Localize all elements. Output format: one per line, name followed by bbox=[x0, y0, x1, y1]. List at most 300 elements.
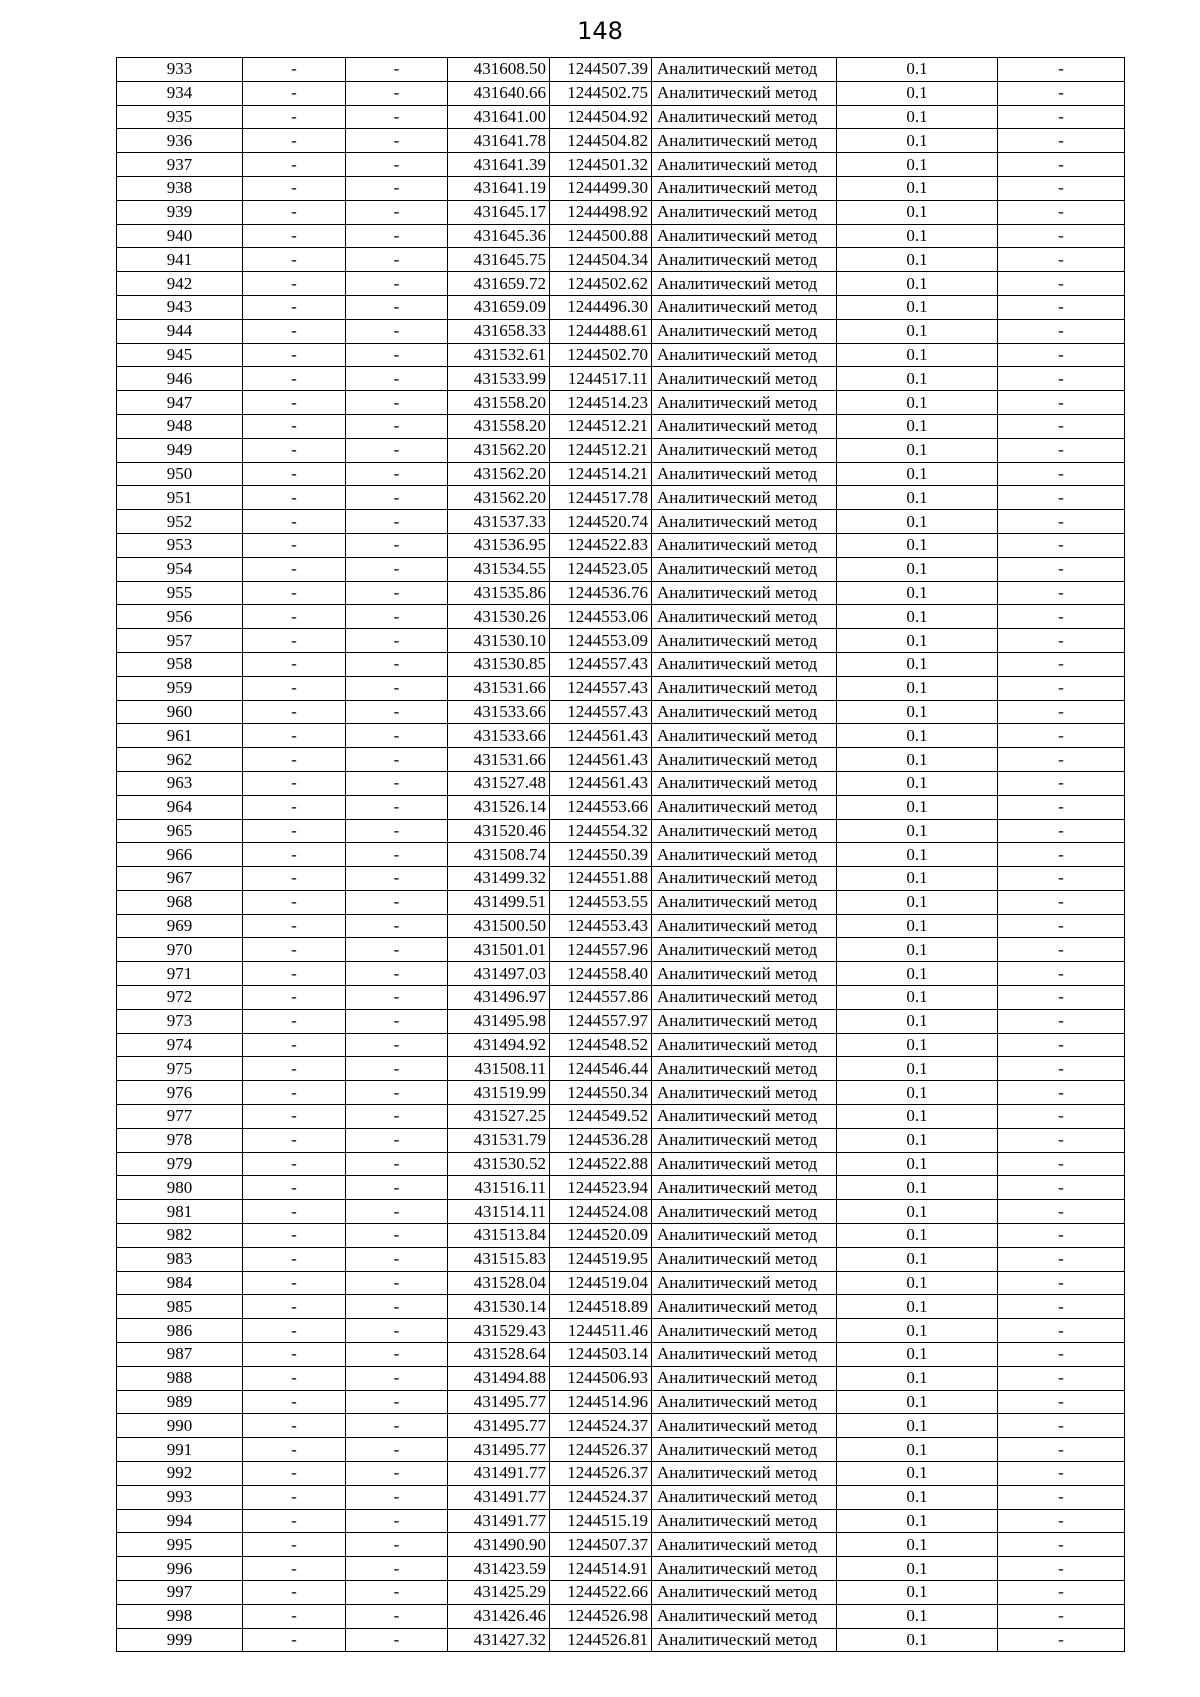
dash-cell: - bbox=[243, 58, 346, 82]
point-number-cell: 996 bbox=[117, 1557, 243, 1581]
dash-cell: - bbox=[243, 1247, 346, 1271]
accuracy-cell: 0.1 bbox=[837, 1319, 998, 1343]
y-coordinate-cell: 1244523.94 bbox=[550, 1176, 652, 1200]
point-number-cell: 941 bbox=[117, 248, 243, 272]
dash-cell: - bbox=[998, 1581, 1125, 1605]
y-coordinate-cell: 1244558.40 bbox=[550, 962, 652, 986]
method-cell: Аналитический метод bbox=[652, 914, 837, 938]
table-row bbox=[117, 1438, 1125, 1462]
method-cell: Аналитический метод bbox=[652, 1033, 837, 1057]
dash-cell: - bbox=[998, 414, 1125, 438]
dash-cell: - bbox=[346, 1414, 448, 1438]
dash-cell: - bbox=[346, 676, 448, 700]
dash-cell: - bbox=[998, 438, 1125, 462]
dash-cell: - bbox=[243, 1343, 346, 1367]
accuracy-cell: 0.1 bbox=[837, 700, 998, 724]
method-cell: Аналитический метод bbox=[652, 1414, 837, 1438]
method-cell: Аналитический метод bbox=[652, 414, 837, 438]
x-coordinate-cell: 431423.59 bbox=[448, 1557, 550, 1581]
x-coordinate-cell: 431495.77 bbox=[448, 1438, 550, 1462]
dash-cell: - bbox=[243, 391, 346, 415]
dash-cell: - bbox=[998, 1557, 1125, 1581]
x-coordinate-cell: 431530.85 bbox=[448, 652, 550, 676]
accuracy-cell: 0.1 bbox=[837, 1604, 998, 1628]
y-coordinate-cell: 1244504.82 bbox=[550, 129, 652, 153]
table-row bbox=[117, 771, 1125, 795]
point-number-cell: 934 bbox=[117, 81, 243, 105]
y-coordinate-cell: 1244499.30 bbox=[550, 176, 652, 200]
dash-cell: - bbox=[243, 1295, 346, 1319]
dash-cell: - bbox=[243, 1152, 346, 1176]
dash-cell: - bbox=[243, 938, 346, 962]
dash-cell: - bbox=[998, 890, 1125, 914]
y-coordinate-cell: 1244517.11 bbox=[550, 367, 652, 391]
accuracy-cell: 0.1 bbox=[837, 1581, 998, 1605]
point-number-cell: 966 bbox=[117, 843, 243, 867]
method-cell: Аналитический метод bbox=[652, 1295, 837, 1319]
method-cell: Аналитический метод bbox=[652, 153, 837, 177]
y-coordinate-cell: 1244504.34 bbox=[550, 248, 652, 272]
dash-cell: - bbox=[346, 462, 448, 486]
accuracy-cell: 0.1 bbox=[837, 367, 998, 391]
x-coordinate-cell: 431501.01 bbox=[448, 938, 550, 962]
dash-cell: - bbox=[346, 510, 448, 534]
point-number-cell: 942 bbox=[117, 272, 243, 296]
dash-cell: - bbox=[998, 1438, 1125, 1462]
dash-cell: - bbox=[243, 700, 346, 724]
y-coordinate-cell: 1244553.55 bbox=[550, 890, 652, 914]
table-row bbox=[117, 1081, 1125, 1105]
dash-cell: - bbox=[243, 343, 346, 367]
method-cell: Аналитический метод bbox=[652, 1152, 837, 1176]
x-coordinate-cell: 431500.50 bbox=[448, 914, 550, 938]
table-row bbox=[117, 414, 1125, 438]
dash-cell: - bbox=[998, 486, 1125, 510]
point-number-cell: 979 bbox=[117, 1152, 243, 1176]
dash-cell: - bbox=[998, 58, 1125, 82]
dash-cell: - bbox=[346, 1319, 448, 1343]
x-coordinate-cell: 431497.03 bbox=[448, 962, 550, 986]
method-cell: Аналитический метод bbox=[652, 986, 837, 1010]
x-coordinate-cell: 431425.29 bbox=[448, 1581, 550, 1605]
method-cell: Аналитический метод bbox=[652, 748, 837, 772]
point-number-cell: 950 bbox=[117, 462, 243, 486]
accuracy-cell: 0.1 bbox=[837, 1009, 998, 1033]
point-number-cell: 961 bbox=[117, 724, 243, 748]
point-number-cell: 972 bbox=[117, 986, 243, 1010]
table-row bbox=[117, 1200, 1125, 1224]
y-coordinate-cell: 1244501.32 bbox=[550, 153, 652, 177]
x-coordinate-cell: 431520.46 bbox=[448, 819, 550, 843]
table-row bbox=[117, 629, 1125, 653]
y-coordinate-cell: 1244507.37 bbox=[550, 1533, 652, 1557]
dash-cell: - bbox=[243, 248, 346, 272]
dash-cell: - bbox=[243, 724, 346, 748]
y-coordinate-cell: 1244518.89 bbox=[550, 1295, 652, 1319]
y-coordinate-cell: 1244496.30 bbox=[550, 295, 652, 319]
dash-cell: - bbox=[346, 1462, 448, 1486]
x-coordinate-cell: 431508.11 bbox=[448, 1057, 550, 1081]
dash-cell: - bbox=[998, 81, 1125, 105]
y-coordinate-cell: 1244520.74 bbox=[550, 510, 652, 534]
accuracy-cell: 0.1 bbox=[837, 1105, 998, 1129]
method-cell: Аналитический метод bbox=[652, 1105, 837, 1129]
dash-cell: - bbox=[243, 81, 346, 105]
table-row bbox=[117, 486, 1125, 510]
dash-cell: - bbox=[243, 605, 346, 629]
x-coordinate-cell: 431562.20 bbox=[448, 462, 550, 486]
dash-cell: - bbox=[346, 200, 448, 224]
dash-cell: - bbox=[346, 1366, 448, 1390]
dash-cell: - bbox=[998, 748, 1125, 772]
dash-cell: - bbox=[243, 1200, 346, 1224]
method-cell: Аналитический метод bbox=[652, 1319, 837, 1343]
dash-cell: - bbox=[998, 1485, 1125, 1509]
point-number-cell: 976 bbox=[117, 1081, 243, 1105]
dash-cell: - bbox=[243, 1581, 346, 1605]
method-cell: Аналитический метод bbox=[652, 533, 837, 557]
method-cell: Аналитический метод bbox=[652, 700, 837, 724]
point-number-cell: 933 bbox=[117, 58, 243, 82]
method-cell: Аналитический метод bbox=[652, 1509, 837, 1533]
accuracy-cell: 0.1 bbox=[837, 1224, 998, 1248]
method-cell: Аналитический метод bbox=[652, 391, 837, 415]
y-coordinate-cell: 1244522.66 bbox=[550, 1581, 652, 1605]
point-number-cell: 948 bbox=[117, 414, 243, 438]
y-coordinate-cell: 1244536.76 bbox=[550, 581, 652, 605]
x-coordinate-cell: 431499.51 bbox=[448, 890, 550, 914]
y-coordinate-cell: 1244511.46 bbox=[550, 1319, 652, 1343]
y-coordinate-cell: 1244520.09 bbox=[550, 1224, 652, 1248]
y-coordinate-cell: 1244498.92 bbox=[550, 200, 652, 224]
x-coordinate-cell: 431495.77 bbox=[448, 1390, 550, 1414]
point-number-cell: 949 bbox=[117, 438, 243, 462]
accuracy-cell: 0.1 bbox=[837, 1366, 998, 1390]
y-coordinate-cell: 1244553.09 bbox=[550, 629, 652, 653]
y-coordinate-cell: 1244512.21 bbox=[550, 414, 652, 438]
method-cell: Аналитический метод bbox=[652, 200, 837, 224]
accuracy-cell: 0.1 bbox=[837, 1462, 998, 1486]
dash-cell: - bbox=[243, 1485, 346, 1509]
y-coordinate-cell: 1244514.96 bbox=[550, 1390, 652, 1414]
y-coordinate-cell: 1244515.19 bbox=[550, 1509, 652, 1533]
x-coordinate-cell: 431535.86 bbox=[448, 581, 550, 605]
dash-cell: - bbox=[998, 938, 1125, 962]
dash-cell: - bbox=[998, 1200, 1125, 1224]
dash-cell: - bbox=[998, 343, 1125, 367]
y-coordinate-cell: 1244526.81 bbox=[550, 1628, 652, 1652]
table-row bbox=[117, 962, 1125, 986]
method-cell: Аналитический метод bbox=[652, 1271, 837, 1295]
dash-cell: - bbox=[243, 1319, 346, 1343]
accuracy-cell: 0.1 bbox=[837, 676, 998, 700]
y-coordinate-cell: 1244561.43 bbox=[550, 724, 652, 748]
x-coordinate-cell: 431494.88 bbox=[448, 1366, 550, 1390]
table-row bbox=[117, 1414, 1125, 1438]
y-coordinate-cell: 1244506.93 bbox=[550, 1366, 652, 1390]
dash-cell: - bbox=[243, 510, 346, 534]
accuracy-cell: 0.1 bbox=[837, 724, 998, 748]
y-coordinate-cell: 1244512.21 bbox=[550, 438, 652, 462]
table-row bbox=[117, 319, 1125, 343]
table-row bbox=[117, 795, 1125, 819]
table-row bbox=[117, 1557, 1125, 1581]
y-coordinate-cell: 1244557.96 bbox=[550, 938, 652, 962]
method-cell: Аналитический метод bbox=[652, 224, 837, 248]
dash-cell: - bbox=[243, 1509, 346, 1533]
table-row bbox=[117, 1247, 1125, 1271]
x-coordinate-cell: 431514.11 bbox=[448, 1200, 550, 1224]
method-cell: Аналитический метод bbox=[652, 1604, 837, 1628]
point-number-cell: 959 bbox=[117, 676, 243, 700]
point-number-cell: 969 bbox=[117, 914, 243, 938]
point-number-cell: 978 bbox=[117, 1128, 243, 1152]
dash-cell: - bbox=[998, 1033, 1125, 1057]
dash-cell: - bbox=[346, 1295, 448, 1319]
dash-cell: - bbox=[346, 1128, 448, 1152]
dash-cell: - bbox=[346, 81, 448, 105]
dash-cell: - bbox=[998, 1462, 1125, 1486]
method-cell: Аналитический метод bbox=[652, 486, 837, 510]
x-coordinate-cell: 431495.77 bbox=[448, 1414, 550, 1438]
point-number-cell: 937 bbox=[117, 153, 243, 177]
table-row bbox=[117, 843, 1125, 867]
x-coordinate-cell: 431658.33 bbox=[448, 319, 550, 343]
dash-cell: - bbox=[346, 105, 448, 129]
y-coordinate-cell: 1244500.88 bbox=[550, 224, 652, 248]
dash-cell: - bbox=[243, 1105, 346, 1129]
dash-cell: - bbox=[243, 1533, 346, 1557]
dash-cell: - bbox=[346, 533, 448, 557]
point-number-cell: 992 bbox=[117, 1462, 243, 1486]
dash-cell: - bbox=[243, 153, 346, 177]
accuracy-cell: 0.1 bbox=[837, 1200, 998, 1224]
point-number-cell: 986 bbox=[117, 1319, 243, 1343]
point-number-cell: 957 bbox=[117, 629, 243, 653]
accuracy-cell: 0.1 bbox=[837, 819, 998, 843]
point-number-cell: 940 bbox=[117, 224, 243, 248]
dash-cell: - bbox=[346, 581, 448, 605]
dash-cell: - bbox=[243, 176, 346, 200]
dash-cell: - bbox=[346, 557, 448, 581]
x-coordinate-cell: 431519.99 bbox=[448, 1081, 550, 1105]
method-cell: Аналитический метод bbox=[652, 295, 837, 319]
dash-cell: - bbox=[998, 700, 1125, 724]
point-number-cell: 945 bbox=[117, 343, 243, 367]
dash-cell: - bbox=[346, 1485, 448, 1509]
x-coordinate-cell: 431508.74 bbox=[448, 843, 550, 867]
point-number-cell: 954 bbox=[117, 557, 243, 581]
dash-cell: - bbox=[243, 1271, 346, 1295]
table-row bbox=[117, 367, 1125, 391]
dash-cell: - bbox=[346, 1057, 448, 1081]
dash-cell: - bbox=[998, 819, 1125, 843]
table-row bbox=[117, 1628, 1125, 1652]
y-coordinate-cell: 1244524.37 bbox=[550, 1414, 652, 1438]
dash-cell: - bbox=[998, 1414, 1125, 1438]
y-coordinate-cell: 1244553.43 bbox=[550, 914, 652, 938]
table-row bbox=[117, 1485, 1125, 1509]
table-row bbox=[117, 1152, 1125, 1176]
point-number-cell: 973 bbox=[117, 1009, 243, 1033]
dash-cell: - bbox=[243, 105, 346, 129]
dash-cell: - bbox=[998, 1081, 1125, 1105]
x-coordinate-cell: 431641.78 bbox=[448, 129, 550, 153]
table-row bbox=[117, 295, 1125, 319]
accuracy-cell: 0.1 bbox=[837, 1390, 998, 1414]
x-coordinate-cell: 431491.77 bbox=[448, 1485, 550, 1509]
x-coordinate-cell: 431529.43 bbox=[448, 1319, 550, 1343]
accuracy-cell: 0.1 bbox=[837, 843, 998, 867]
accuracy-cell: 0.1 bbox=[837, 795, 998, 819]
table-row bbox=[117, 1366, 1125, 1390]
method-cell: Аналитический метод bbox=[652, 1081, 837, 1105]
y-coordinate-cell: 1244526.98 bbox=[550, 1604, 652, 1628]
table-row bbox=[117, 724, 1125, 748]
method-cell: Аналитический метод bbox=[652, 1485, 837, 1509]
method-cell: Аналитический метод bbox=[652, 438, 837, 462]
dash-cell: - bbox=[346, 1033, 448, 1057]
point-number-cell: 936 bbox=[117, 129, 243, 153]
dash-cell: - bbox=[243, 986, 346, 1010]
point-number-cell: 989 bbox=[117, 1390, 243, 1414]
dash-cell: - bbox=[346, 652, 448, 676]
x-coordinate-cell: 431513.84 bbox=[448, 1224, 550, 1248]
x-coordinate-cell: 431530.26 bbox=[448, 605, 550, 629]
x-coordinate-cell: 431496.97 bbox=[448, 986, 550, 1010]
accuracy-cell: 0.1 bbox=[837, 914, 998, 938]
y-coordinate-cell: 1244557.43 bbox=[550, 676, 652, 700]
dash-cell: - bbox=[243, 581, 346, 605]
x-coordinate-cell: 431640.66 bbox=[448, 81, 550, 105]
y-coordinate-cell: 1244557.86 bbox=[550, 986, 652, 1010]
dash-cell: - bbox=[243, 1414, 346, 1438]
accuracy-cell: 0.1 bbox=[837, 1033, 998, 1057]
x-coordinate-cell: 431526.14 bbox=[448, 795, 550, 819]
point-number-cell: 994 bbox=[117, 1509, 243, 1533]
point-number-cell: 975 bbox=[117, 1057, 243, 1081]
dash-cell: - bbox=[346, 1581, 448, 1605]
dash-cell: - bbox=[998, 248, 1125, 272]
point-number-cell: 958 bbox=[117, 652, 243, 676]
point-number-cell: 960 bbox=[117, 700, 243, 724]
dash-cell: - bbox=[346, 700, 448, 724]
x-coordinate-cell: 431527.25 bbox=[448, 1105, 550, 1129]
table-row bbox=[117, 510, 1125, 534]
method-cell: Аналитический метод bbox=[652, 367, 837, 391]
dash-cell: - bbox=[998, 1295, 1125, 1319]
method-cell: Аналитический метод bbox=[652, 1200, 837, 1224]
y-coordinate-cell: 1244561.43 bbox=[550, 771, 652, 795]
point-number-cell: 951 bbox=[117, 486, 243, 510]
y-coordinate-cell: 1244504.92 bbox=[550, 105, 652, 129]
table-row bbox=[117, 1390, 1125, 1414]
accuracy-cell: 0.1 bbox=[837, 1438, 998, 1462]
point-number-cell: 998 bbox=[117, 1604, 243, 1628]
dash-cell: - bbox=[346, 605, 448, 629]
accuracy-cell: 0.1 bbox=[837, 391, 998, 415]
point-number-cell: 944 bbox=[117, 319, 243, 343]
table-row bbox=[117, 938, 1125, 962]
accuracy-cell: 0.1 bbox=[837, 771, 998, 795]
dash-cell: - bbox=[243, 748, 346, 772]
y-coordinate-cell: 1244526.37 bbox=[550, 1462, 652, 1486]
accuracy-cell: 0.1 bbox=[837, 890, 998, 914]
dash-cell: - bbox=[243, 129, 346, 153]
method-cell: Аналитический метод bbox=[652, 771, 837, 795]
method-cell: Аналитический метод bbox=[652, 890, 837, 914]
accuracy-cell: 0.1 bbox=[837, 272, 998, 296]
method-cell: Аналитический метод bbox=[652, 605, 837, 629]
y-coordinate-cell: 1244514.21 bbox=[550, 462, 652, 486]
x-coordinate-cell: 431558.20 bbox=[448, 414, 550, 438]
accuracy-cell: 0.1 bbox=[837, 557, 998, 581]
method-cell: Аналитический метод bbox=[652, 1057, 837, 1081]
method-cell: Аналитический метод bbox=[652, 462, 837, 486]
dash-cell: - bbox=[346, 867, 448, 891]
dash-cell: - bbox=[346, 1390, 448, 1414]
method-cell: Аналитический метод bbox=[652, 1176, 837, 1200]
point-number-cell: 967 bbox=[117, 867, 243, 891]
dash-cell: - bbox=[346, 819, 448, 843]
method-cell: Аналитический метод bbox=[652, 724, 837, 748]
method-cell: Аналитический метод bbox=[652, 962, 837, 986]
dash-cell: - bbox=[998, 510, 1125, 534]
accuracy-cell: 0.1 bbox=[837, 248, 998, 272]
table-body bbox=[117, 58, 1125, 1652]
method-cell: Аналитический метод bbox=[652, 510, 837, 534]
point-number-cell: 968 bbox=[117, 890, 243, 914]
method-cell: Аналитический метод bbox=[652, 629, 837, 653]
dash-cell: - bbox=[346, 391, 448, 415]
accuracy-cell: 0.1 bbox=[837, 1271, 998, 1295]
accuracy-cell: 0.1 bbox=[837, 200, 998, 224]
point-number-cell: 947 bbox=[117, 391, 243, 415]
table-row bbox=[117, 581, 1125, 605]
dash-cell: - bbox=[998, 272, 1125, 296]
dash-cell: - bbox=[243, 1176, 346, 1200]
method-cell: Аналитический метод bbox=[652, 938, 837, 962]
x-coordinate-cell: 431530.52 bbox=[448, 1152, 550, 1176]
dash-cell: - bbox=[998, 1366, 1125, 1390]
x-coordinate-cell: 431530.10 bbox=[448, 629, 550, 653]
table-row bbox=[117, 1509, 1125, 1533]
x-coordinate-cell: 431499.32 bbox=[448, 867, 550, 891]
method-cell: Аналитический метод bbox=[652, 343, 837, 367]
table-row bbox=[117, 652, 1125, 676]
dash-cell: - bbox=[998, 1271, 1125, 1295]
x-coordinate-cell: 431533.66 bbox=[448, 700, 550, 724]
point-number-cell: 977 bbox=[117, 1105, 243, 1129]
dash-cell: - bbox=[346, 153, 448, 177]
x-coordinate-cell: 431531.79 bbox=[448, 1128, 550, 1152]
table-row bbox=[117, 343, 1125, 367]
dash-cell: - bbox=[998, 176, 1125, 200]
dash-cell: - bbox=[346, 343, 448, 367]
table-row bbox=[117, 462, 1125, 486]
accuracy-cell: 0.1 bbox=[837, 105, 998, 129]
dash-cell: - bbox=[243, 1081, 346, 1105]
table-row bbox=[117, 248, 1125, 272]
point-number-cell: 956 bbox=[117, 605, 243, 629]
accuracy-cell: 0.1 bbox=[837, 581, 998, 605]
dash-cell: - bbox=[346, 1509, 448, 1533]
table-row bbox=[117, 224, 1125, 248]
accuracy-cell: 0.1 bbox=[837, 652, 998, 676]
dash-cell: - bbox=[243, 367, 346, 391]
y-coordinate-cell: 1244503.14 bbox=[550, 1343, 652, 1367]
dash-cell: - bbox=[346, 319, 448, 343]
